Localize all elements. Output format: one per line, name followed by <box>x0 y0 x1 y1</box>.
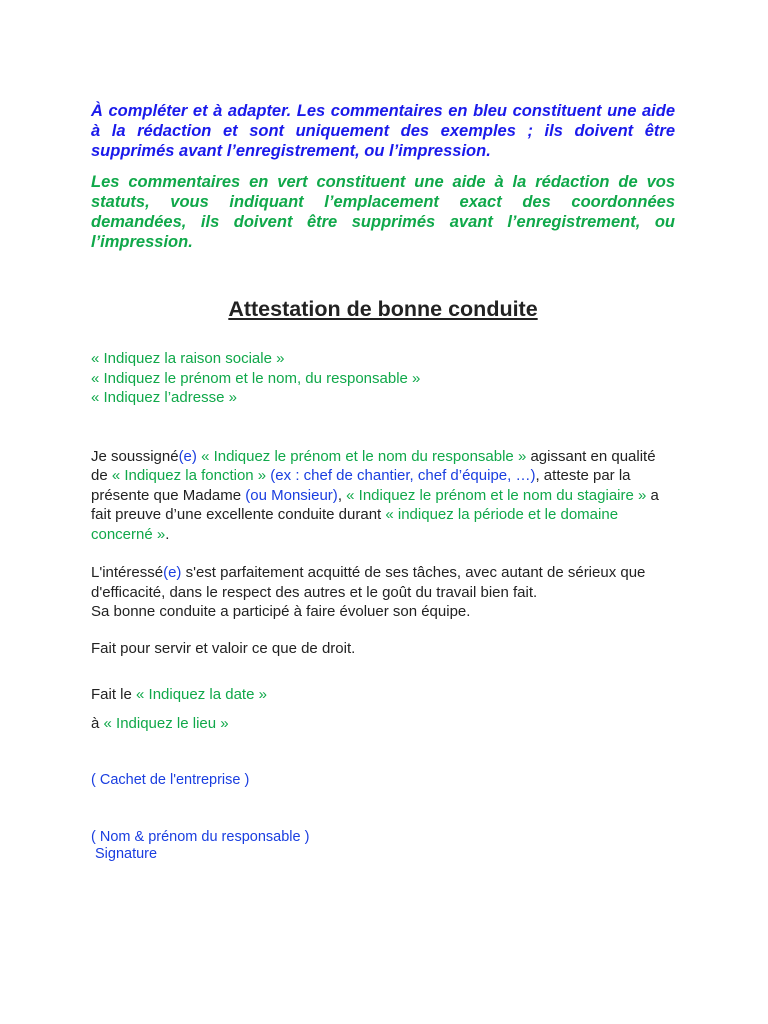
document-page <box>91 101 675 862</box>
place-line <box>91 714 675 734</box>
place-label: à <box>91 714 104 732</box>
trainee-name-placeholder: « Indiquez le prénom et le nom du stagiaire » <box>346 486 647 504</box>
responsible-name-placeholder: « Indiquez le prénom et le nom du responsable » <box>196 447 527 465</box>
date-label: Fait le <box>91 686 137 703</box>
closing-statement: Fait pour servir et valoir ce que de droit. <box>91 639 356 657</box>
function-example: (ex : chef de chantier, chef d’équipe, …) <box>266 467 536 484</box>
text-segment: Je soussigné <box>91 447 179 465</box>
date-placeholder: « Indiquez la date » <box>136 686 267 703</box>
text-segment: a fait preuve d’une excellente conduite durant <box>91 486 659 523</box>
period-domain-placeholder: « indiquez la période et le domaine concerné » <box>91 506 619 543</box>
function-placeholder: « Indiquez la fonction » <box>111 467 267 484</box>
date-line <box>91 685 675 705</box>
responsible-name-signature: ( Nom & prénom du responsable ) <box>91 829 310 845</box>
text-segment: , atteste par la présente que Madame <box>91 467 631 504</box>
gender-suffix: (e) <box>178 447 197 465</box>
text-segment: . <box>165 525 170 543</box>
green-instruction-note: Les commentaires en vert constituent une aide à la rédaction de vos statuts, vous indiquant l’emplacement exact des coordonnées demandées, ils doivent être supprimés avant l’enregistrement, ou l’impression. <box>91 173 675 251</box>
text-segment: L'intéressé <box>91 564 164 581</box>
document-title: Attestation de bonne conduite <box>228 297 538 321</box>
gender-suffix: (e) <box>163 564 182 581</box>
address-field: « Indiquez l’adresse » <box>91 389 237 406</box>
signature-label: Signature <box>95 845 158 862</box>
attestation-paragraph <box>91 447 675 545</box>
text-segment: , <box>337 486 347 504</box>
text-segment: Sa bonne conduite a participé à faire évoluer son équipe. <box>91 603 471 620</box>
text-segment: agissant en qualité de <box>91 447 656 484</box>
company-name-field: « Indiquez la raison sociale » <box>91 350 285 367</box>
text-segment: s'est parfaitement acquitté de ses tâches, avec autant de sérieux que d'efficacité, dans le respect des autres et le goût du travail bien fait. <box>91 564 646 601</box>
place-placeholder: « Indiquez le lieu » <box>103 714 229 732</box>
blue-instruction-note: À compléter et à adapter. Les commentaires en bleu constituent une aide à la rédaction et sont uniquement des exemples ; ils doivent être supprimés avant l’enregistrement, ou l’impression. <box>91 102 675 160</box>
gender-alternative: (ou Monsieur) <box>245 486 338 504</box>
conduct-paragraph <box>91 563 675 622</box>
company-stamp-placeholder: ( Cachet de l'entreprise ) <box>91 772 250 788</box>
responsible-name-field: « Indiquez le prénom et le nom, du responsable » <box>91 369 421 387</box>
header-fields <box>91 349 675 408</box>
